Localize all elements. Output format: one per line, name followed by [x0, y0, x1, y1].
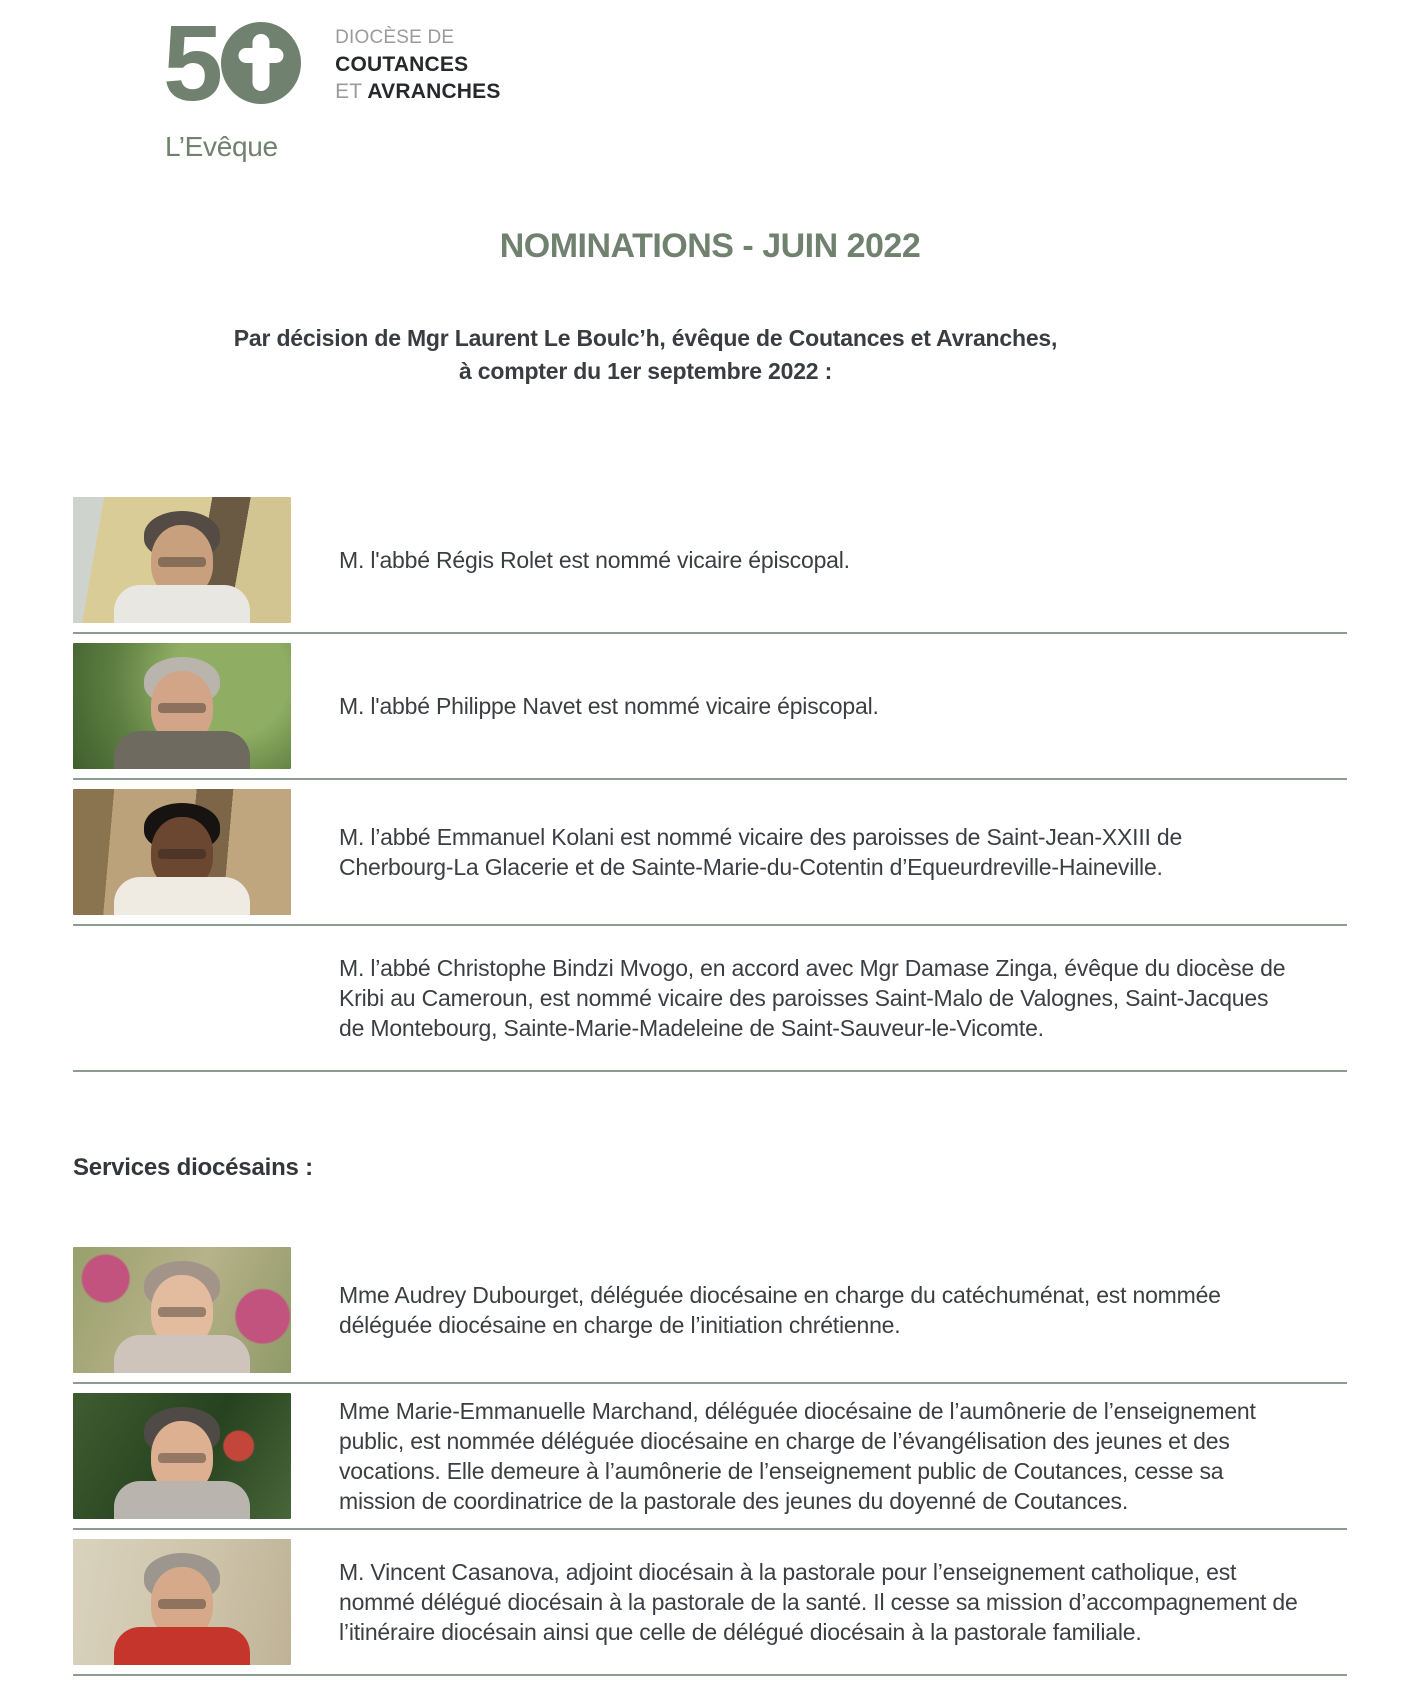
logo-line-et-avranches: [335, 78, 501, 107]
intro-line-1: Par décision de Mgr Laurent Le Boulc’h, évêque de Coutances et Avranches,: [233, 325, 1058, 351]
logo-wordmark: [335, 24, 501, 107]
portrait-shoulders: [114, 1481, 250, 1519]
logo-line-coutances: COUTANCES: [335, 53, 469, 76]
nomination-row: [73, 1238, 1347, 1384]
photo-vincent-casanova: [73, 1539, 291, 1665]
photo-audrey-dubourget: [73, 1247, 291, 1373]
photo-regis-rolet: [73, 497, 291, 623]
nomination-text: M. l'abbé Régis Rolet est nommé vicaire épiscopal.: [339, 547, 850, 573]
nomination-row: [73, 926, 1347, 1072]
services-section-heading: Services diocésains :: [73, 1154, 313, 1181]
photo-marie-emmanuelle-marchand: [73, 1393, 291, 1519]
nominations-list: [73, 488, 1347, 1072]
photo-philippe-navet: [73, 643, 291, 769]
intro-paragraph: [73, 322, 1218, 388]
logo-50-mark: [163, 2, 301, 123]
nomination-row: [73, 1384, 1347, 1530]
nomination-text: M. l'abbé Philippe Navet est nommé vicaire épiscopal.: [339, 693, 879, 719]
portrait-shoulders: [114, 1627, 250, 1665]
nomination-row: [73, 780, 1347, 926]
services-list: [73, 1238, 1347, 1676]
intro-line-2: à compter du 1er septembre 2022 :: [458, 358, 833, 384]
bishop-role-label: L’Evêque: [165, 131, 278, 162]
nomination-text: M. l’abbé Christophe Bindzi Mvogo, en accord avec Mgr Damase Zinga, évêque du diocèse de Kribi au Cameroun, est nommé vicaire des paroisses Saint-Malo de Valognes, Saint-Jacques de Montebourg, Sainte-Marie-Madeleine de Saint-Sauveur-le-Vicomte.: [339, 955, 1286, 1041]
nomination-text: Mme Audrey Dubourget, déléguée diocésaine en charge du catéchuménat, est nommée déléguée diocésaine en charge de l’initiation chrétienne.: [339, 1282, 1221, 1338]
page-title: NOMINATIONS - JUIN 2022: [499, 227, 921, 265]
portrait-shoulders: [114, 877, 250, 915]
photo-emmanuel-kolani: [73, 789, 291, 915]
portrait-shoulders: [114, 1335, 250, 1373]
nomination-text: Mme Marie-Emmanuelle Marchand, déléguée diocésaine de l’aumônerie de l’enseignement public, est nommée déléguée diocésaine en charge de l’évangélisation des jeunes et des vocations. Elle demeure à l’aumônerie de l’enseignement public de Coutances, cesse sa mission de coordinatrice de la pastorale des jeunes du doyenné de Coutances.: [339, 1398, 1256, 1514]
nomination-text: M. l’abbé Emmanuel Kolani est nommé vicaire des paroisses de Saint-Jean-XXIII de Cherbourg-La Glacerie et de Sainte-Marie-du-Cotentin d’Equeurdreville-Haineville.: [339, 824, 1183, 880]
nomination-row: [73, 634, 1347, 780]
logo-digit-5: 5: [163, 2, 220, 123]
nomination-row: [73, 488, 1347, 634]
logo-line-diocese-de: DIOCÈSE DE: [335, 27, 455, 48]
nomination-text: M. Vincent Casanova, adjoint diocésain à la pastorale pour l’enseignement catholique, est nommé délégué diocésain à la pastorale de la santé. Il cesse sa mission d’accompagnement de l’itinéraire diocésain ainsi que celle de délégué diocésain à la pastorale familiale.: [339, 1559, 1298, 1645]
logo-avranches: AVRANCHES: [367, 80, 501, 103]
document-header: [73, 0, 1347, 163]
logo-et: ET: [335, 80, 363, 103]
diocese-logo: [163, 2, 1347, 123]
portrait-shoulders: [114, 731, 250, 769]
nomination-row: [73, 1530, 1347, 1676]
cross-icon: [239, 48, 284, 63]
portrait-shoulders: [114, 585, 250, 623]
logo-zero-circle: [221, 22, 301, 104]
